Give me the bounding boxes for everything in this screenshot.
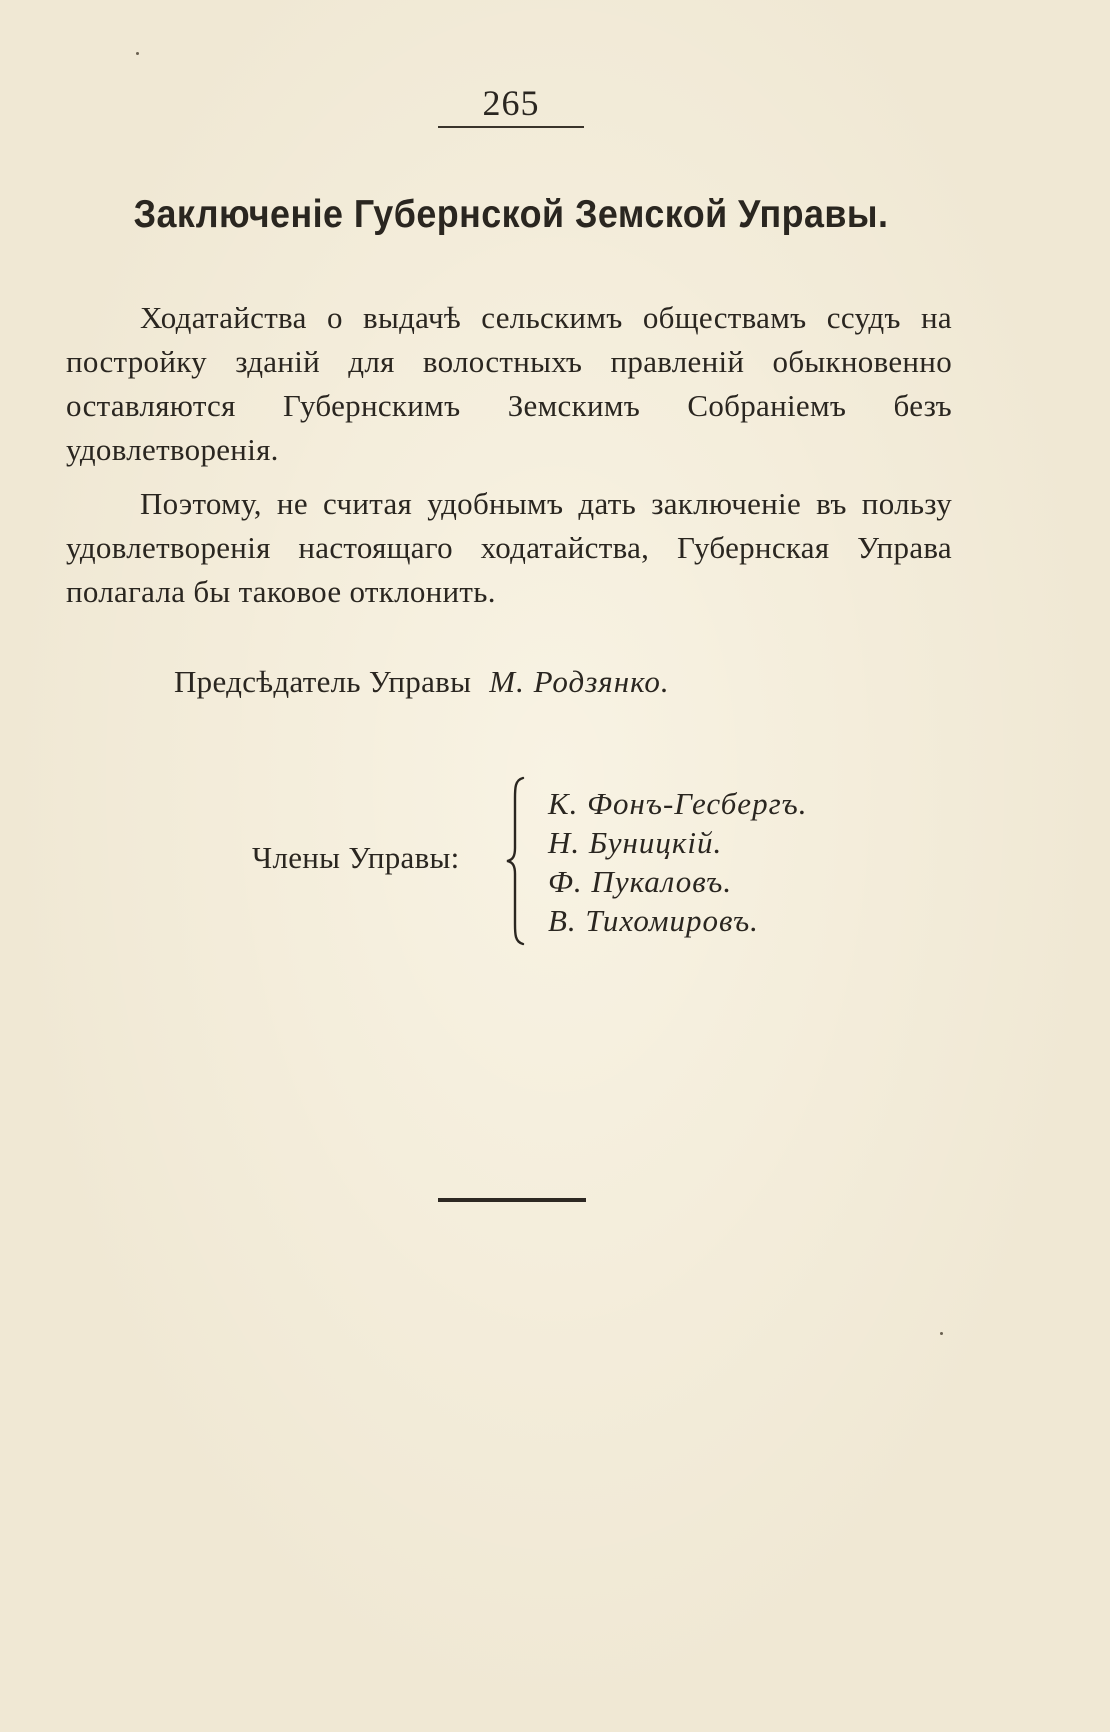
body-text bbox=[66, 296, 952, 624]
member-name: Ф. Пукаловъ. bbox=[548, 864, 733, 899]
page-number-rule bbox=[438, 126, 584, 128]
chairman-signature-line bbox=[174, 664, 670, 700]
chairman-name: М. Родзянко. bbox=[489, 664, 670, 699]
chairman-label: Предсѣдатель Управы bbox=[174, 664, 472, 699]
brace-icon bbox=[505, 776, 527, 946]
paper-speck bbox=[940, 1332, 943, 1335]
paragraph-2: Поэтому, не считая удобнымъ дать заключеніе въ пользу удовлетворенія настоящаго ходатайства, Губернская Управа полагала бы таковое отклонить. bbox=[66, 486, 952, 609]
paper-speck bbox=[136, 52, 139, 55]
page-number: 265 bbox=[482, 83, 540, 123]
closing-rule bbox=[438, 1198, 586, 1202]
member-name: В. Тихомировъ. bbox=[548, 903, 759, 938]
section-heading: Заключеніе Губернской Земской Управы. bbox=[133, 193, 889, 236]
member-name: К. Фонъ-Гесбергъ. bbox=[548, 786, 808, 821]
member-name: Н. Буницкій. bbox=[548, 825, 723, 860]
members-list bbox=[548, 784, 808, 940]
paragraph-1: Ходатайства о выдачѣ сельскимъ обществамъ ссудъ на постройку зданій для волостныхъ правленій обыкновенно оставляются Губернскимъ Земскимъ Собраніемъ безъ удовлетворенія. bbox=[66, 300, 952, 467]
members-label: Члены Управы: bbox=[252, 840, 460, 875]
